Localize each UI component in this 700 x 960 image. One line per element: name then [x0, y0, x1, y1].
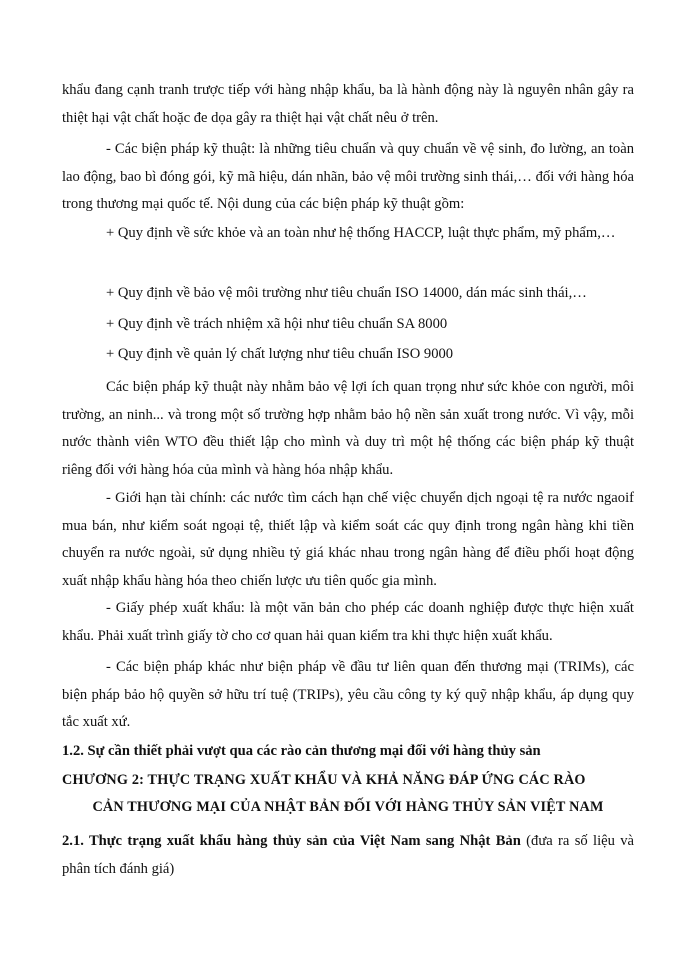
chapter-2-title	[62, 767, 634, 821]
paragraph-technical-purpose: Các biện pháp kỹ thuật này nhằm bảo vệ lợi ích quan trọng như sức khỏe con người, môi trường, an ninh... và trong một số trường hợp nhằm bảo hộ nền sản xuất trong nước. Vì vậy, mỗi nước thành viên WTO đều thiết lập cho mình và duy trì một hệ thống các biện pháp kỹ thuật riêng đối với hàng hóa của mình và hàng hóa nhập khẩu.	[62, 379, 634, 478]
section-heading-2-1-note: (đưa ra số liệu và phân tích đánh giá)	[62, 833, 634, 877]
paragraph-financial-limits: - Giới hạn tài chính: các nước tìm cách hạn chế việc chuyển dịch ngoại tệ ra nước ngaoif mua bán, như kiểm soát ngoại tệ, thiết lập và kiểm soát các quy định trong ngân hàng khi tiền chuyển ra nước ngoài, sử dụng nhiều tỷ giá khác nhau trong ngân hàng để điều phối hoạt động xuất nhập khẩu hàng hóa theo chiến lược ưu tiên quốc gia mình.	[62, 490, 634, 589]
chapter-2-title-line2: CẢN THƯƠNG MẠI CỦA NHẬT BẢN ĐỐI VỚI HÀNG THỦY SẢN VIỆT NAM	[92, 799, 604, 815]
section-heading-2-1-bold: 2.1. Thực trạng xuất khẩu hàng thủy sản của Việt Nam sang Nhật Bản	[62, 833, 521, 849]
list-item-social-responsibility: + Quy định về trách nhiệm xã hội như tiêu chuẩn SA 8000	[106, 316, 448, 332]
list-item-environment: + Quy định về bảo vệ môi trường như tiêu chuẩn ISO 14000, dán mác sinh thái,…	[106, 285, 587, 301]
chapter-2-title-line1: CHƯƠNG 2: THỰC TRẠNG XUẤT KHẨU VÀ KHẢ NĂNG ĐÁP ỨNG CÁC RÀO	[62, 772, 586, 788]
paragraph-continuation: khẩu đang cạnh tranh trược tiếp với hàng nhập khẩu, ba là hành động này là nguyên nhân gây ra thiệt hại vật chất hoặc đe dọa gây ra thiệt hại vật chất nêu ở trên.	[62, 82, 634, 126]
list-item-quality-management: + Quy định về quản lý chất lượng như tiêu chuẩn ISO 9000	[106, 346, 454, 362]
paragraph-export-license: - Giấy phép xuất khẩu: là một văn bản cho phép các doanh nghiệp được thực hiện xuất khẩu. Phải xuất trình giấy tờ cho cơ quan hải quan kiểm tra khi thực hiện xuất khẩu.	[62, 600, 634, 644]
paragraph-technical-measures: - Các biện pháp kỹ thuật: là những tiêu chuẩn và quy chuẩn về vệ sinh, đo lường, an toàn lao động, bao bì đóng gói, kỹ mã hiệu, dán nhãn, bảo vệ môi trường sinh thái,… đối với hàng hóa trong thương mại quốc tế. Nội dung của các biện pháp kỹ thuật gồm:	[62, 141, 634, 212]
section-heading-2-1	[62, 828, 634, 883]
paragraph-other-measures: - Các biện pháp khác như biện pháp về đầu tư liên quan đến thương mại (TRIMs), các biện pháp bảo hộ quyền sở hữu trí tuệ (TRIPs), yêu cầu công ty ký quỹ nhập khẩu, áp dụng quy tắc xuất xứ.	[62, 659, 634, 730]
section-heading-1-2: 1.2. Sự cần thiết phải vượt qua các rào cản thương mại đối với hàng thủy sản	[62, 743, 541, 759]
list-item-health-safety: + Quy định về sức khỏe và an toàn như hệ thống HACCP, luật thực phẩm, mỹ phẩm,…	[106, 225, 616, 241]
